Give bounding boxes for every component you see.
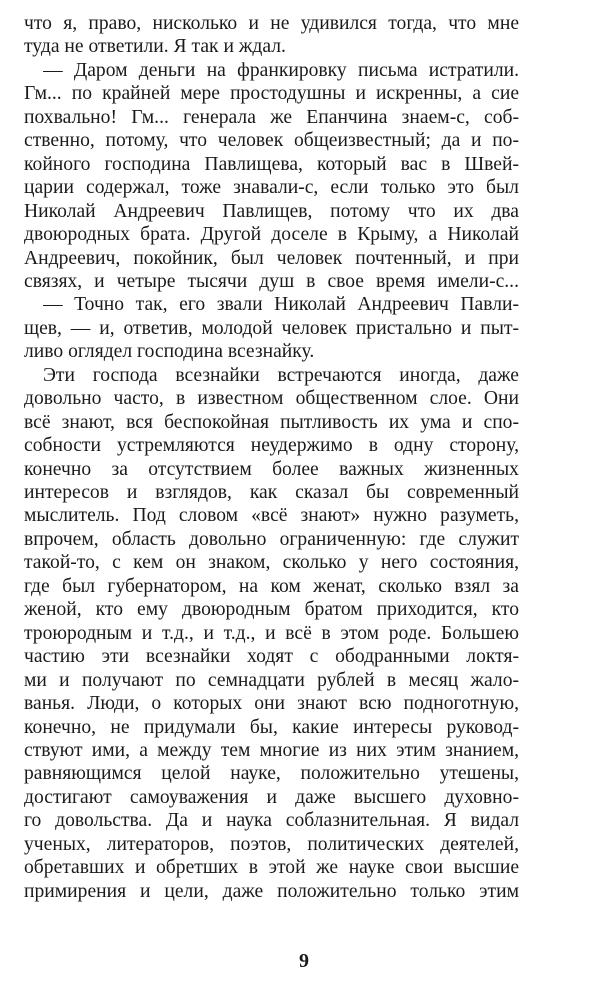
text-line-37: обретавших и обретших в этой же науке свои высшие [24, 857, 519, 879]
text-line-28: частию эти всезнайки ходят с ободранными локтя- [24, 646, 519, 668]
text-line-27: троюродным и т.д., и т.д., и всё в этом роде. Большею [24, 622, 519, 644]
text-line-21: интересов и взглядов, как сказал бы современный [24, 482, 519, 503]
text-line-38: примирения и цели, даже положительно только этим [24, 880, 519, 902]
text-line-12: связях, и четыре тысячи душ в свое время имели-с... [24, 270, 519, 292]
text-line-26: женой, кто ему двоюродным братом приходится, кто [24, 599, 519, 621]
text-line-29: ми и получают по семнадцати рублей в месяц жало- [24, 669, 519, 691]
text-line-7: койного господина Павлищева, который вас в Швей- [24, 153, 519, 175]
text-line-4: Гм... по крайней мере простодушны и искренны, а сие [24, 83, 519, 105]
text-line-34: достигают самоуважения и даже высшего духовно- [24, 786, 519, 808]
text-line-31: конечно, не придумали бы, какие интересы руковод- [24, 716, 519, 738]
text-line-14: щев, — и, ответив, молодой человек пристально и пыт- [24, 317, 519, 339]
text-line-6: ственно, потому, что человек общеизвестный; да и по- [24, 130, 519, 152]
text-line-1: что я, право, нисколько и не удивился тогда, что мне [24, 13, 519, 34]
text-line-19: собности устремляются неудержимо в одну сторону, [24, 435, 519, 457]
text-line-35: го довольства. Да и наука соблазнительная. Я видал [24, 810, 519, 832]
text-line-16: Эти господа всезнайки встречаются иногда, даже [43, 364, 519, 386]
text-line-2: туда не ответили. Я так и ждал. [24, 36, 286, 58]
text-line-32: ствуют ими, а между тем многие из них этим знанием, [24, 739, 519, 761]
text-line-22: мыслитель. Под словом «всё знают» нужно разуметь, [24, 505, 519, 527]
text-line-20: конечно за отсутствием более важных жизненных [24, 458, 519, 480]
text-line-11: Андреевич, покойник, был человек почтенный, и при [24, 247, 519, 269]
text-line-33: равняющимся целой науке, положительно утешены, [24, 763, 519, 785]
text-line-24: такой-то, с кем он знаком, сколько у него состояния, [24, 552, 519, 574]
text-line-3: — Даром деньги на франкировку письма истратили. [43, 59, 519, 81]
page-number: 9 [299, 950, 309, 972]
text-line-5: похвально! Гм... генерала же Епанчина знаем-с, соб- [24, 106, 519, 128]
text-line-13: — Точно так, его звали Николай Андреевич Павли- [43, 294, 519, 316]
text-line-23: впрочем, область довольно ограниченную: где служит [24, 528, 519, 550]
text-line-36: ученых, литераторов, поэтов, политических деятелей, [24, 833, 519, 855]
text-line-9: Николай Андреевич Павлищев, потому что их два [24, 200, 519, 222]
text-line-10: двоюродных брата. Другой доселе в Крыму, а Николай [24, 224, 519, 246]
text-line-18: всё знают, вся беспокойная пытливость их ума и спо- [24, 411, 519, 433]
text-line-17: довольно часто, в известном общественном слое. Они [24, 388, 519, 410]
text-line-30: ванья. Люди, о которых они знают всю подноготную, [24, 693, 519, 715]
text-line-8: царии содержал, тоже знавали-с, если только это был [24, 177, 519, 199]
text-line-25: где был губернатором, на ком женат, сколько взял за [24, 575, 519, 597]
text-line-15: ливо оглядел господина всезнайку. [24, 341, 315, 363]
